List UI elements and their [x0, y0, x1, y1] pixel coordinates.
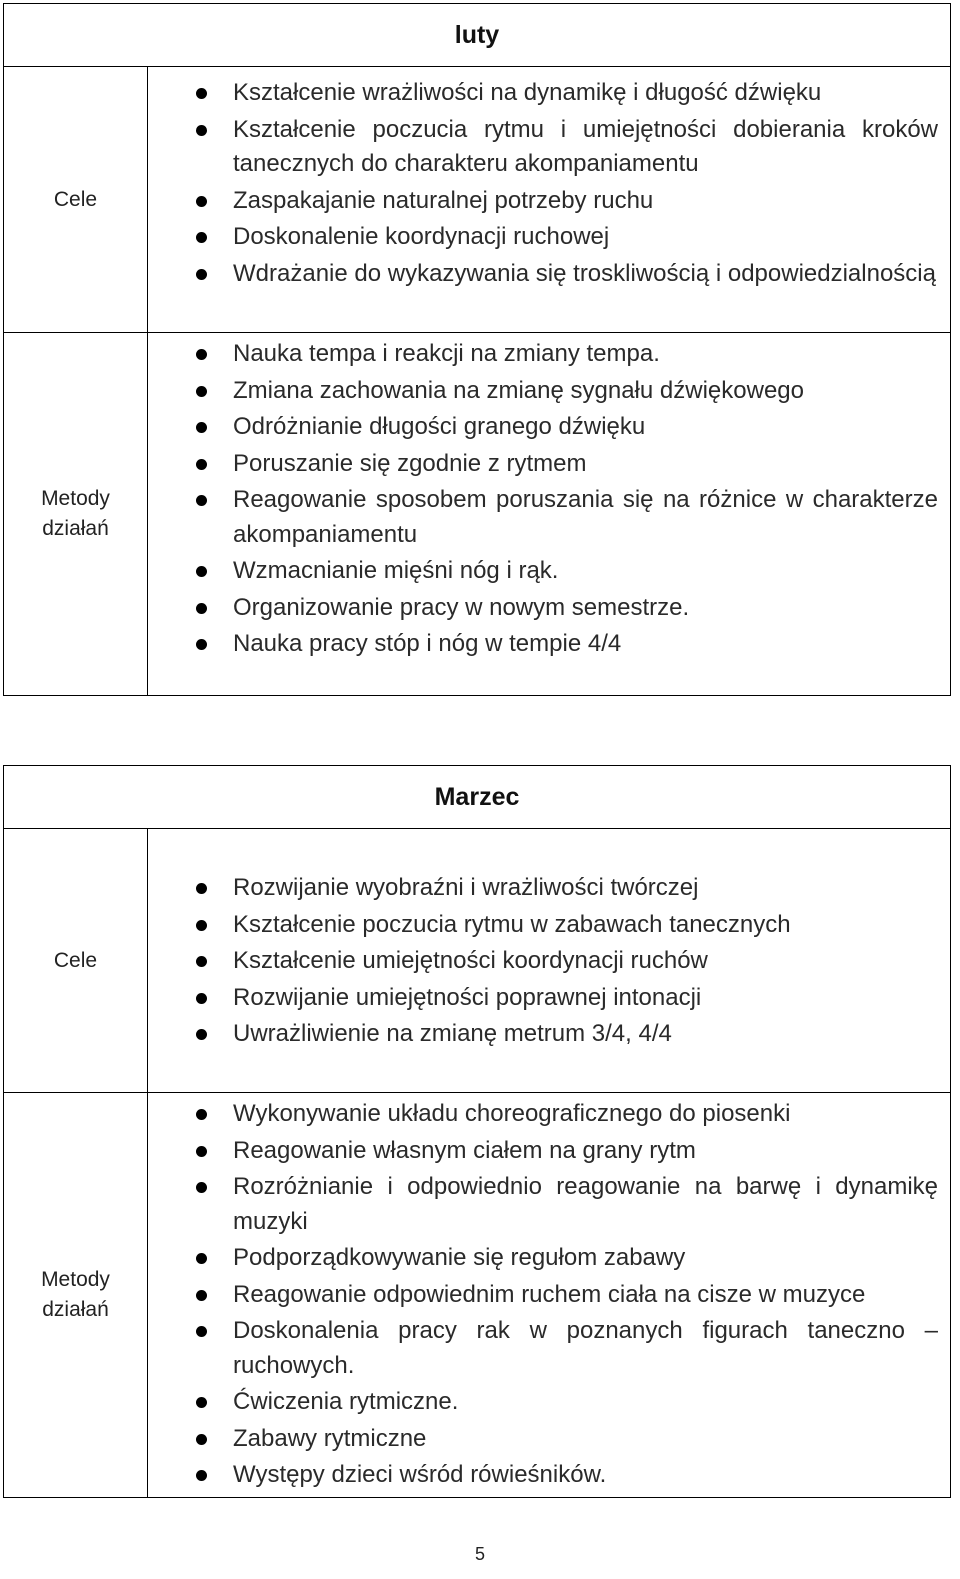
goals-row	[4, 67, 950, 333]
methods-label-text: Metody działań	[41, 1268, 110, 1321]
goals-content	[148, 829, 950, 1092]
list-item: Kształcenie wrażliwości na dynamikę i długość dźwięku	[148, 76, 938, 111]
list-item: Poruszanie się zgodnie z rytmem	[148, 447, 938, 482]
goals-label-text: Cele	[53, 948, 98, 972]
list-item: Nauka pracy stóp i nóg w tempie 4/4	[148, 627, 938, 662]
goals-row	[4, 829, 950, 1093]
list-item: Wzmacnianie mięśni nóg i rąk.	[148, 554, 938, 589]
methods-content	[148, 333, 950, 695]
plan-table-luty	[3, 3, 951, 696]
list-item: Reagowanie własnym ciałem na grany rytm	[148, 1134, 938, 1169]
list-item: Nauka tempa i reakcji na zmiany tempa.	[148, 337, 938, 372]
methods-row	[4, 1093, 950, 1497]
list-item: Doskonalenie koordynacji ruchowej	[148, 220, 938, 255]
list-item: Odróżnianie długości granego dźwięku	[148, 410, 938, 445]
methods-label-text: Metody działań	[41, 487, 110, 540]
goals-content	[148, 67, 950, 332]
methods-row	[4, 333, 950, 695]
list-item: Reagowanie sposobem poruszania się na różnice w charakterze akompaniamentu	[148, 483, 938, 552]
list-item: Rozwijanie umiejętności poprawnej intonacji	[148, 981, 938, 1016]
list-item: Kształcenie poczucia rytmu i umiejętności dobierania kroków tanecznych do charakteru akompaniamentu	[148, 113, 938, 182]
list-item: Reagowanie odpowiednim ruchem ciała na cisze w muzyce	[148, 1278, 938, 1313]
goals-list	[148, 76, 938, 291]
methods-label	[4, 333, 148, 695]
goals-list	[148, 871, 938, 1052]
list-item: Wykonywanie układu choreograficznego do piosenki	[148, 1097, 938, 1132]
list-item: Rozwijanie wyobraźni i wrażliwości twórczej	[148, 871, 938, 906]
list-item: Organizowanie pracy w nowym semestrze.	[148, 591, 938, 626]
list-item: Rozróżnianie i odpowiednio reagowanie na barwę i dynamikę muzyki	[148, 1170, 938, 1239]
list-item: Zaspakajanie naturalnej potrzeby ruchu	[148, 184, 938, 219]
month-header: Marzec	[4, 766, 950, 829]
list-item: Doskonalenia pracy rak w poznanych figurach taneczno – ruchowych.	[148, 1314, 938, 1383]
list-item: Kształcenie poczucia rytmu w zabawach tanecznych	[148, 908, 938, 943]
page-number: 5	[474, 1544, 485, 1564]
list-item: Zabawy rytmiczne	[148, 1422, 938, 1457]
list-item: Kształcenie umiejętności koordynacji ruchów	[148, 944, 938, 979]
list-item: Zmiana zachowania na zmianę sygnału dźwiękowego	[148, 374, 938, 409]
goals-label	[4, 67, 148, 332]
goals-label-text: Cele	[53, 187, 98, 211]
methods-content	[148, 1093, 950, 1497]
list-item: Wdrażanie do wykazywania się troskliwością i odpowiedzialnością	[148, 257, 938, 292]
methods-list	[148, 1097, 938, 1493]
list-item: Występy dzieci wśród rówieśników.	[148, 1458, 938, 1493]
goals-label	[4, 829, 148, 1092]
list-item: Podporządkowywanie się regułom zabawy	[148, 1241, 938, 1276]
list-item: Ćwiczenia rytmiczne.	[148, 1385, 938, 1420]
plan-table-marzec	[3, 765, 951, 1498]
month-header: luty	[4, 4, 950, 67]
methods-list	[148, 337, 938, 662]
list-item: Uwrażliwienie na zmianę metrum 3/4, 4/4	[148, 1017, 938, 1052]
methods-label	[4, 1093, 148, 1497]
